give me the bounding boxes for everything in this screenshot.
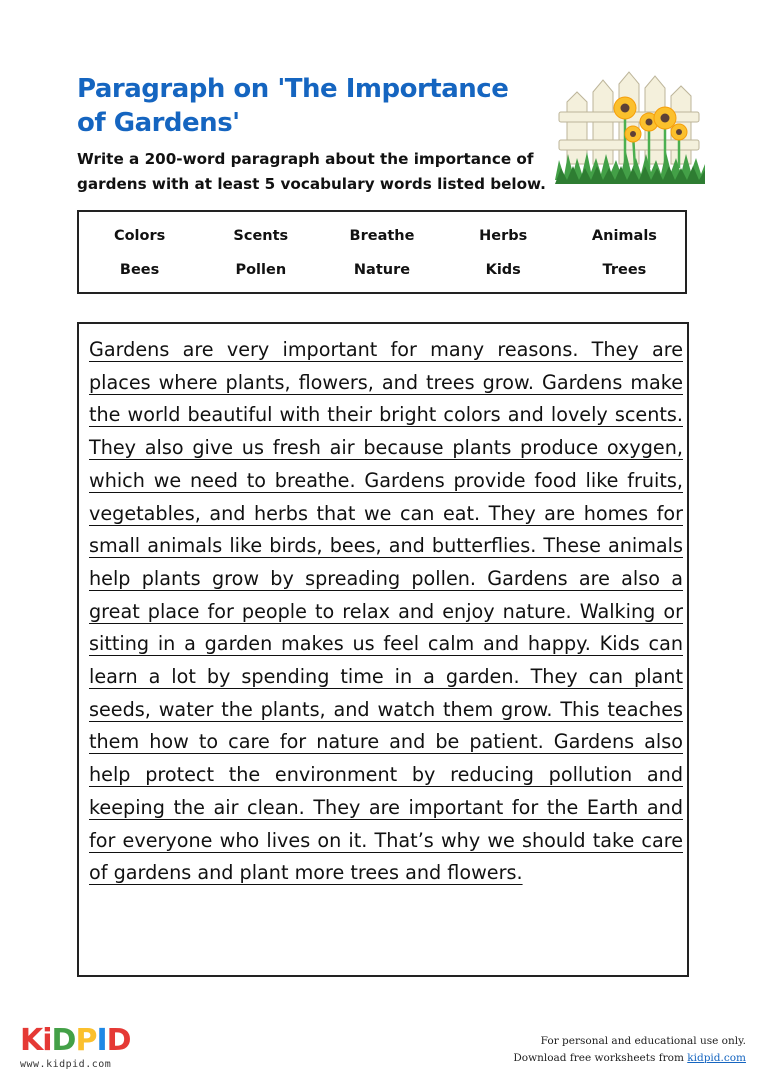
vocabulary-word: Nature xyxy=(353,262,411,278)
kidpid-link[interactable]: kidpid.com xyxy=(687,1052,746,1064)
vocabulary-row xyxy=(79,228,685,244)
download-note: Download free worksheets from kidpid.com xyxy=(513,1052,746,1064)
vocabulary-word: Colors xyxy=(113,228,166,244)
logo-wordmark: KiDPID xyxy=(20,1023,131,1058)
vocabulary-word: Breathe xyxy=(349,228,415,244)
garden-fence-sunflowers-illustration xyxy=(555,68,705,186)
vocabulary-row xyxy=(79,262,685,278)
kidpid-logo xyxy=(20,1025,131,1070)
vocabulary-word: Kids xyxy=(485,262,521,278)
footer-note xyxy=(513,1033,746,1067)
page-title: Paragraph on 'The Importance of Gardens' xyxy=(77,74,509,138)
vocabulary-word: Pollen xyxy=(235,262,287,278)
vocabulary-word: Herbs xyxy=(479,228,528,244)
vocabulary-word: Bees xyxy=(119,262,160,278)
vocabulary-word: Animals xyxy=(591,228,657,244)
vocabulary-box xyxy=(77,210,687,294)
usage-note: For personal and educational use only. xyxy=(540,1035,746,1047)
paragraph-text: Gardens are very important for many reasons. They are places where plants, flowers, and trees grow. Gardens make the world beautiful with their bright colors and lovely scents. They also give us fresh air because plants produce oxygen, which we need to breathe. Gardens provide food like fruits, vegetables, and herbs that we can eat. They are homes for small animals like birds, bees, and butterflies. These animals help plants grow by spreading pollen. Gardens are also a great place for people to relax and enjoy nature. Walking or sitting in a garden makes us feel calm and happy. Kids can learn a lot by spending time in a garden. They can plant seeds, water the plants, and watch them grow. This teaches them how to care for nature and be patient. Gardens also help protect the environment by reducing pollution and keeping the air clean. They are important for the Earth and for everyone who lives on it. That’s why we should take care of gardens and plant more trees and flowers. xyxy=(89,338,683,885)
logo-url: www.kidpid.com xyxy=(20,1059,112,1070)
paragraph-box xyxy=(77,322,689,977)
vocabulary-word: Scents xyxy=(233,228,289,244)
vocabulary-word: Trees xyxy=(602,262,647,278)
instructions-text: Write a 200-word paragraph about the importance of gardens with at least 5 vocabulary words listed below. xyxy=(77,150,546,193)
